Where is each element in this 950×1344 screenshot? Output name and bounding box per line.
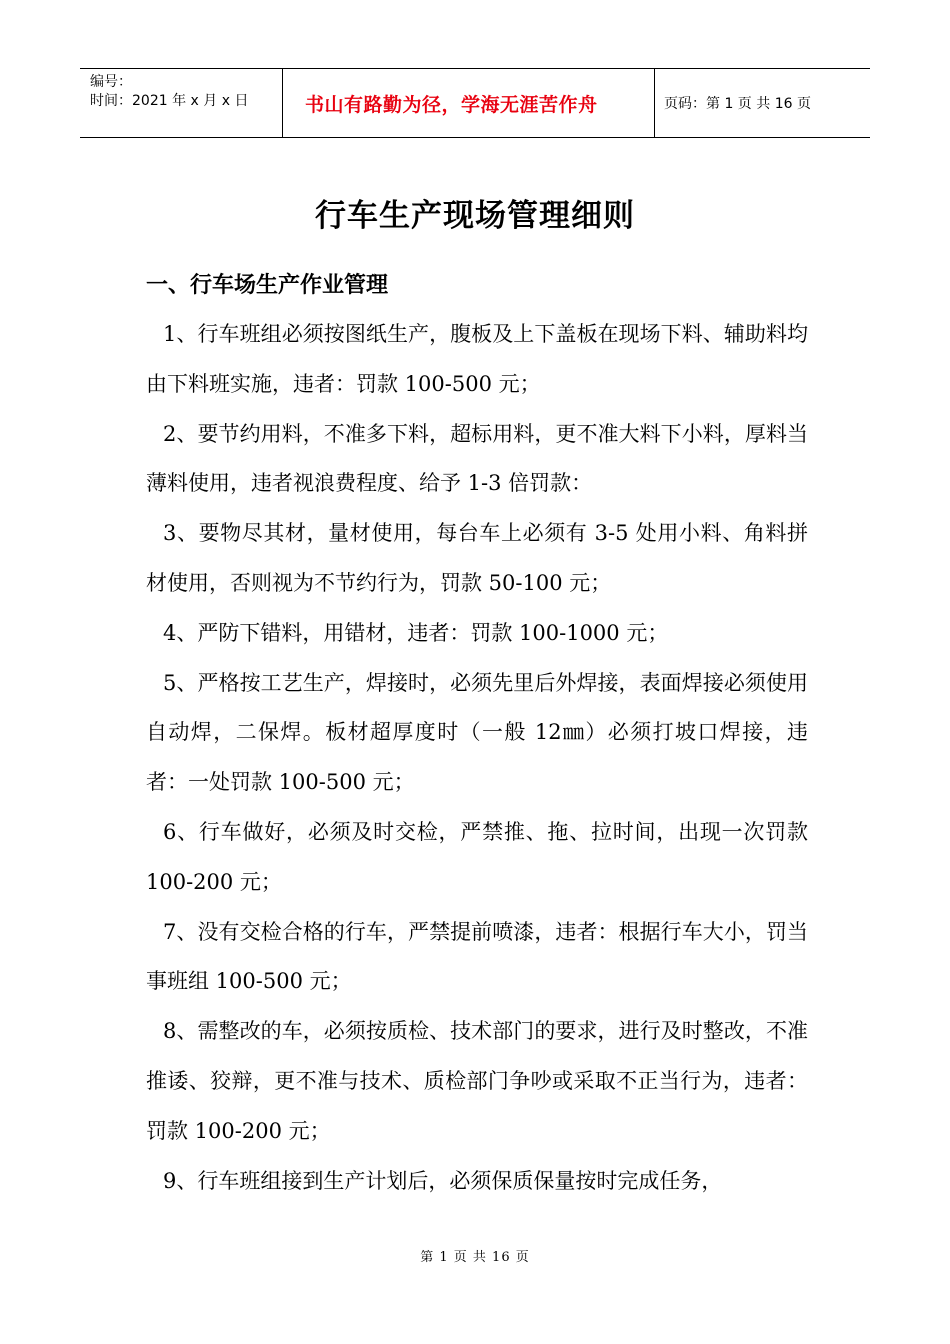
document-title: 行车生产现场管理细则 [315,198,635,234]
paragraph-3: 3、要物尽其材，量材使用，每台车上必须有 3-5 处用小料、角料拼材使用，否则视为不节约行为，罚款 50-100 元； [146,521,808,595]
header-motto: 书山有路勤为径，学海无涯苦作舟 [282,69,655,137]
header-meta [80,69,282,137]
paragraph-6: 6、行车做好，必须及时交检，严禁推、拖、拉时间，出现一次罚款 100-200 元； [146,819,808,894]
date-label: 时间：2021 年 x 月 x 日 [90,93,249,109]
paragraph-5: 5、严格按工艺生产，焊接时，必须先里后外焊接，表面焊接必须使用自动焊，二保焊。板材超厚度时（一般 12㎜）必须打坡口焊接，违者：一处罚款 100-500 元； [146,670,808,795]
document-body [146,310,808,1206]
paragraph-9: 9、行车班组接到生产计划后，必须保质保量按时完成任务， [163,1168,723,1193]
paragraph-7: 7、没有交检合格的行车，严禁提前喷漆，违者：根据行车大小，罚当事班组 100-500 元； [146,919,808,994]
number-label: 编号： [90,74,132,90]
page-footer: 第 1 页 共 16 页 [420,1250,530,1265]
paragraph-8: 8、需整改的车，必须按质检、技术部门的要求，进行及时整改，不准推诿、狡辩，更不准与技术、质检部门争吵或采取不正当行为，违者：罚款 100-200 元； [146,1019,808,1143]
paragraph-2: 2、要节约用料，不准多下料，超标用料，更不准大料下小料，厚料当薄料使用，违者视浪费程度、给予 1-3 倍罚款： [146,421,808,496]
header-page-code: 页码：第 1 页 共 16 页 [664,96,811,112]
paragraph-1: 1、行车班组必须按图纸生产，腹板及上下盖板在现场下料、辅助料均由下料班实施，违者：罚款 100-500 元； [146,322,808,396]
section-heading: 一、行车场生产作业管理 [146,273,389,298]
document-header [80,68,870,138]
paragraph-4: 4、严防下错料，用错材，违者：罚款 100-1000 元； [163,620,669,645]
